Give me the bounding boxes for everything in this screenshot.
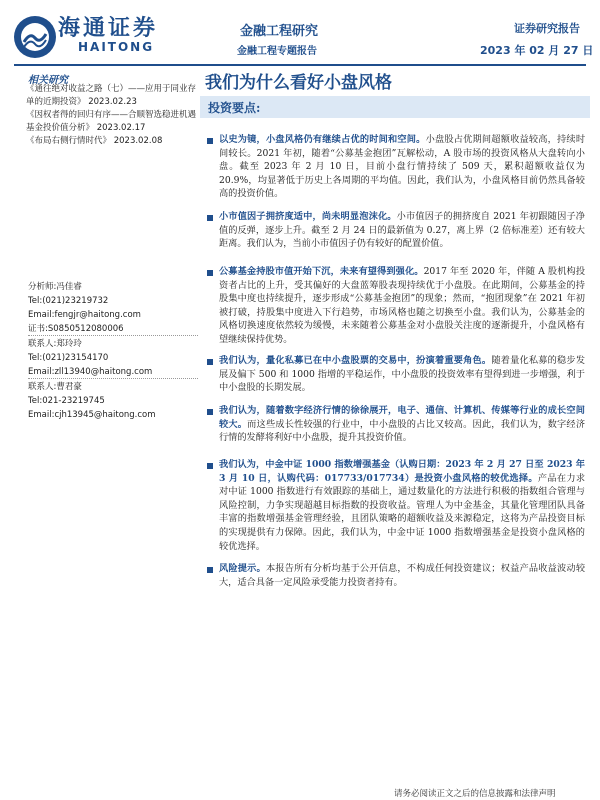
bullet-icon	[207, 138, 213, 144]
bullet-icon	[207, 215, 213, 221]
footer-disclaimer: 请务必阅读正文之后的信息披露和法律声明	[394, 789, 556, 799]
related-research-heading: 相关研究	[28, 75, 68, 86]
bullet-icon	[207, 359, 213, 365]
contact-name: 联系人:曹君豪	[28, 382, 82, 392]
contact-tel: Tel:(021)23154170	[28, 353, 109, 363]
contact-tel: Tel:021-23219745	[28, 396, 105, 406]
company-name-cn: 海通证券	[58, 15, 159, 41]
contact-email[interactable]: Email:cjh13945@haitong.com	[28, 410, 156, 420]
section-title: 金融工程研究	[240, 24, 319, 39]
key-point: 以史为镜，小盘风格仍有继续占优的时间和空间。小盘股占优期间超额收益较高，持续时间较长。2021 年初，随着“公募基金抱团”瓦解松动，A 股市场的投资风格从大盘转向小盘。截至 2023 年 2 月 10 日，目前小盘行情持续了 509 天，累积超额收益仅为 20.9%，均显著低于历史上各周期的平均值。因此，我们认为，小盘风格目前仍然具备较高的投资价值。	[219, 134, 586, 200]
header-divider	[14, 64, 586, 66]
analyst-email[interactable]: Email:fengjr@haitong.com	[28, 310, 141, 320]
haitong-logo-icon	[12, 14, 58, 60]
report-type: 证券研究报告	[514, 22, 580, 35]
contact-email[interactable]: Email:zll13940@haitong.com	[28, 367, 153, 377]
related-item[interactable]: 《通往绝对收益之路（七）——应用于同业存单的近期投资》 2023.02.23	[26, 84, 197, 107]
key-point: 风险提示。本报告所有分析均基于公开信息，不构成任何投资建议；权益产品收益波动较大，适合具备一定风险承受能力投资者持有。	[219, 563, 586, 588]
related-research-list	[26, 83, 196, 149]
bullet-icon	[207, 270, 213, 276]
analyst-divider	[28, 335, 198, 336]
analyst-cert: 证书:S0850512080006	[28, 324, 124, 334]
bullet-icon	[207, 409, 213, 415]
key-point: 我们认为，量化私募已在中小盘股票的交易中，扮演着重要角色。随着量化私募的稳步发展及偏下 500 和 1000 指增的平稳运作，中小盘股的投资效率有望得到进一步增强，利于中小盘股的长期发展。	[219, 355, 586, 394]
key-point: 我们认为，随着数字经济行情的徐徐展开，电子、通信、计算机、传媒等行业的成长空间较大。而这些成长性较强的行业中，中小盘股的占比又较高。因此，我们认为，数字经济行情的发酵将利好中小盘股，提升其投资价值。	[219, 405, 586, 444]
contact-block	[28, 337, 198, 379]
section-subtitle: 金融工程专题报告	[237, 46, 317, 57]
related-item[interactable]: 《因权者得的回归有序——合顺智选稳进机遇基金投价值分析》 2023.02.17	[26, 110, 197, 133]
contact-block	[28, 380, 198, 422]
bullet-icon	[207, 463, 213, 469]
related-item[interactable]: 《布局右侧行情时代》 2023.02.08	[26, 136, 163, 146]
analyst-name: 分析师:冯佳睿	[28, 282, 82, 292]
contact-name: 联系人:郑玲玲	[28, 339, 82, 349]
key-point: 公募基金持股市值开始下沉，未来有望得到强化。2017 年至 2020 年，伴随 A 股机构投资者占比的上升，受其偏好的大盘蓝筹股表现持续优于小盘股。在此期间，公募基金的持股集中度也持续提升，逐步形成“公募基金抱团”的现象；然而，“抱团现象”在 2021 年初被打破，持股集中度进入下行趋势，市场风格也随之切换至小盘。我们认为，公募基金的风格切换速度依然较为缓慢，未来随着公募基金对小盘股关注度的逐渐提升，小盘风格有望继续保持优势。	[219, 266, 586, 345]
page-title: 我们为什么看好小盘风格	[205, 73, 392, 93]
analyst-tel: Tel:(021)23219732	[28, 296, 109, 306]
company-name-en: HAITONG	[78, 40, 155, 54]
key-points-label: 投资要点:	[208, 101, 261, 115]
analyst-block	[28, 280, 198, 336]
analyst-divider	[28, 378, 198, 379]
report-date: 2023 年 02 月 27 日	[480, 44, 594, 57]
key-point: 我们认为，中金中证 1000 指数增强基金（认购日期：2023 年 2 月 27 日至 2023 年 3 月 10 日，认购代码：017733/017734）是投资小盘风格的较优选择。产品在力求对中证 1000 指数进行有效跟踪的基础上，通过数量化的方法进行积极的指数组合管理与风险控制，力争实现超越目标指数的投资收益。管理人为中金基金，其量化管理团队具备丰富的指数增强基金管理经验，且团队策略的超额收益及来源稳定，这将为产品投资目标的实现提供有力保障。因此，我们认为，中金中证 1000 指数增强基金是投资小盘风格的较优选择。	[219, 459, 586, 552]
bullet-icon	[207, 567, 213, 573]
key-point: 小市值因子拥挤度适中，尚未明显泡沫化。小市值因子的拥挤度自 2021 年初跟随因子净值的反弹，逐步上升。截至 2 月 24 日的最新值为 0.27，离上界（2 倍标准差）还有较大距离。我们认为，当前小市值因子仍有较好的配置价值。	[219, 211, 585, 250]
